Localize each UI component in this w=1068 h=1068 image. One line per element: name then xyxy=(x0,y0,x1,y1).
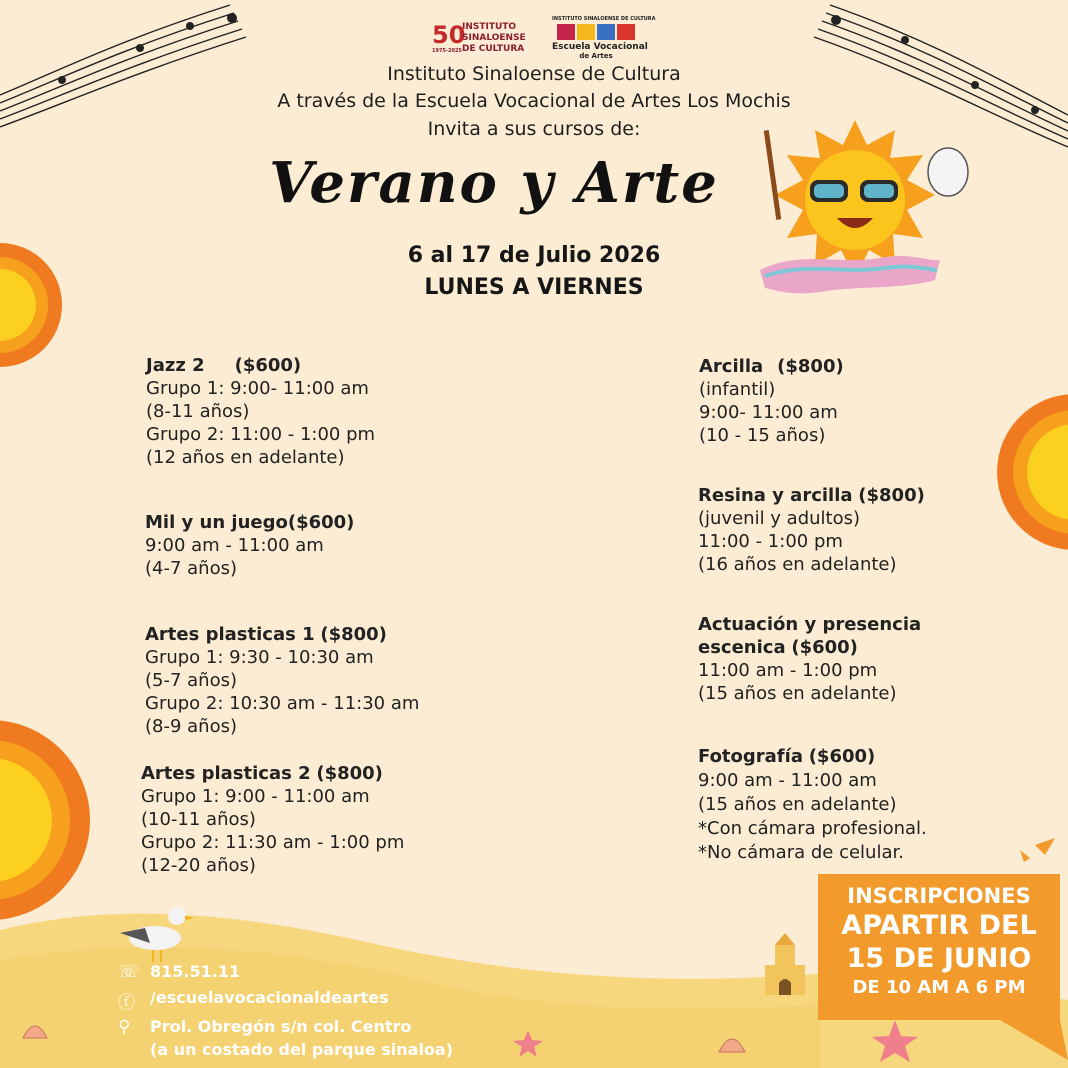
inscripciones-line-1: INSCRIPCIONES xyxy=(847,884,1031,908)
course-name: Resina y arcilla xyxy=(698,485,853,506)
course-line: (4-7 años) xyxy=(145,558,237,579)
course-price: ($800) xyxy=(777,356,844,377)
course-line: 11:00 - 1:00 pm xyxy=(698,531,843,552)
course-actuacion xyxy=(698,613,921,705)
course-fotografia xyxy=(698,745,927,865)
course-price: ($600) xyxy=(791,637,858,658)
contact-phone[interactable]: 815.51.11 xyxy=(150,962,241,981)
course-line: Grupo 2: 11:30 am - 1:00 pm xyxy=(141,832,405,853)
course-name: Actuación y presencia xyxy=(698,614,922,635)
course-line: (16 años en adelante) xyxy=(698,554,897,575)
inscripciones-line-2: APARTIR DEL xyxy=(841,910,1037,941)
header-line-1: Instituto Sinaloense de Cultura xyxy=(387,63,681,85)
course-resina-y-arcilla xyxy=(698,484,925,576)
course-line: 9:00 am - 11:00 am xyxy=(698,770,877,791)
course-line: (12-20 años) xyxy=(141,855,256,876)
isc-logo-text-1: INSTITUTO xyxy=(462,22,517,32)
inscripciones-line-3: 15 DE JUNIO xyxy=(846,943,1032,974)
phone-icon: ☏ xyxy=(118,962,140,982)
course-line: 11:00 am - 1:00 pm xyxy=(698,660,878,681)
contact-address-1: Prol. Obregón s/n col. Centro xyxy=(150,1017,412,1036)
course-name: Arcilla xyxy=(699,356,764,377)
location-pin-icon: ⚲ xyxy=(118,1017,131,1037)
course-name: Artes plasticas 2 xyxy=(141,763,311,784)
isc-logo-text-2: SINALOENSE xyxy=(462,33,526,43)
course-line: (15 años en adelante) xyxy=(698,794,897,815)
course-line: (12 años en adelante) xyxy=(146,447,345,468)
course-line: (8-9 años) xyxy=(145,716,237,737)
header-line-2: A través de la Escuela Vocacional de Artes Los Mochis xyxy=(277,90,791,112)
course-arcilla xyxy=(699,355,844,447)
course-line: (8-11 años) xyxy=(146,401,250,422)
isc-logo-number: 50 xyxy=(432,21,466,49)
course-artes-plasticas-2 xyxy=(141,762,404,877)
course-price: ($800) xyxy=(858,485,925,506)
course-line: 9:00 am - 11:00 am xyxy=(145,535,324,556)
course-line: (10 - 15 años) xyxy=(699,425,826,446)
course-price: ($800) xyxy=(316,763,383,784)
eva-logo-squares xyxy=(552,24,640,40)
course-price: ($600) xyxy=(234,355,302,376)
course-line: Grupo 2: 10:30 am - 11:30 am xyxy=(145,693,420,714)
event-dates: 6 al 17 de Julio 2026 xyxy=(407,243,661,268)
eva-logo xyxy=(552,16,656,60)
inscripciones-badge xyxy=(818,874,1060,1020)
course-line: (infantil) xyxy=(699,379,776,400)
course-price: ($600) xyxy=(287,512,355,533)
isc-logo-years: 1975-2025 xyxy=(432,48,462,54)
course-mil-y-un-juego xyxy=(145,511,354,580)
eva-logo-top: INSTITUTO SINALOENSE DE CULTURA xyxy=(552,16,656,22)
contact-address-2: (a un costado del parque sinaloa) xyxy=(150,1040,454,1059)
course-line: (5-7 años) xyxy=(145,670,237,691)
course-name: Artes plasticas 1 xyxy=(145,624,315,645)
course-line: (juvenil y adultos) xyxy=(698,508,860,529)
eva-logo-text-1: Escuela Vocacional xyxy=(552,42,648,52)
course-line: *Con cámara profesional. xyxy=(698,818,927,839)
course-line: *No cámara de celular. xyxy=(698,842,904,863)
course-name: Fotografía xyxy=(698,746,803,767)
course-name: Mil y un juego xyxy=(145,512,288,533)
header-line-3: Invita a sus cursos de: xyxy=(427,118,641,140)
course-price: ($800) xyxy=(320,624,387,645)
course-line: Grupo 1: 9:00 - 11:00 am xyxy=(141,786,370,807)
event-days: LUNES A VIERNES xyxy=(424,275,644,300)
course-line: Grupo 2: 11:00 - 1:00 pm xyxy=(146,424,376,445)
course-line: (15 años en adelante) xyxy=(698,683,897,704)
sand-castle xyxy=(765,933,805,995)
course-line: Grupo 1: 9:00- 11:00 am xyxy=(146,378,369,399)
course-jazz-2 xyxy=(146,354,375,469)
course-artes-plasticas-1 xyxy=(145,623,419,738)
eva-logo-text-2: de Artes xyxy=(579,52,613,60)
course-name-2: escenica xyxy=(698,637,786,658)
contact-facebook[interactable]: /escuelavocacionaldeartes xyxy=(150,988,389,1007)
course-line: (10-11 años) xyxy=(141,809,256,830)
course-price: ($600) xyxy=(808,746,876,767)
page-title: Verano y Arte xyxy=(269,150,719,216)
course-line: 9:00- 11:00 am xyxy=(699,402,838,423)
course-name: Jazz 2 xyxy=(146,355,205,376)
facebook-icon: ⓕ xyxy=(118,993,135,1013)
isc-logo-text-3: DE CULTURA xyxy=(462,44,525,54)
course-line: Grupo 1: 9:30 - 10:30 am xyxy=(145,647,374,668)
inscripciones-line-4: DE 10 AM A 6 PM xyxy=(852,977,1026,998)
